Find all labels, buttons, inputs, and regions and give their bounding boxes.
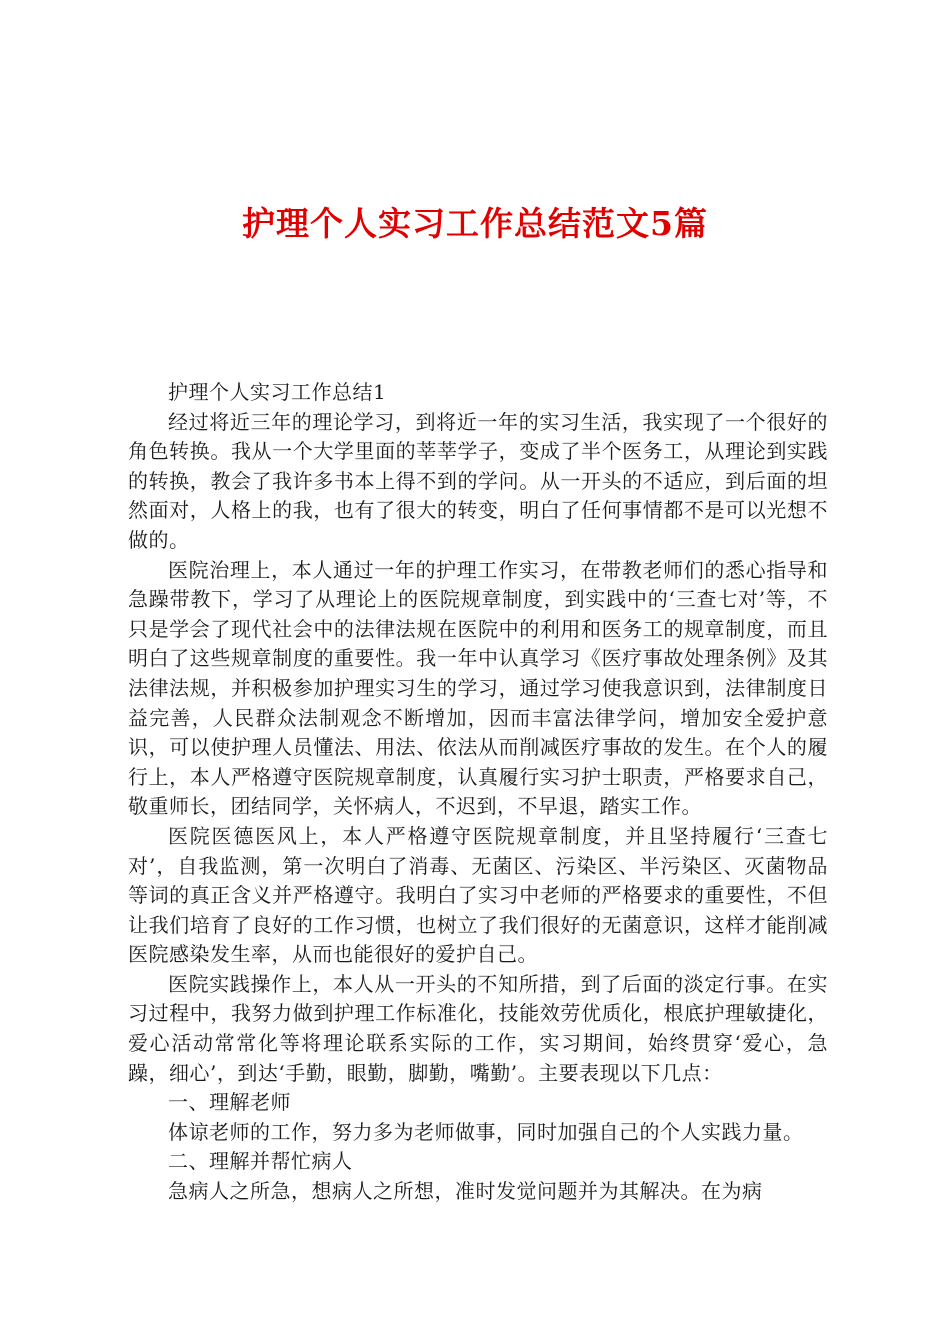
body-paragraph: 经过将近三年的理论学习，到将近一年的实习生活，我实现了一个很好的角色转换。我从一个大学里面的莘莘学子，变成了半个医务工，从理论到实践的转换，教会了我许多书本上得不到的学问。从一开头的不适应，到后面的坦然面对，人格上的我，也有了很大的转变，明白了任何事情都不是可以光想不做的。 xyxy=(128,409,828,552)
subsection-heading: 二、理解并帮忙病人 xyxy=(168,1149,353,1174)
subsection-heading: 一、理解老师 xyxy=(168,1090,291,1115)
section-heading: 护理个人实习工作总结1 xyxy=(168,380,387,404)
body-paragraph: 医院治理上，本人通过一年的护理工作实习，在带教老师们的悉心指导和急躁带教下，学习了从理论上的医院规章制度，到实践中的‘三查七对’等，不只是学会了现代社会中的法律法规在医院中的利用和医务工的规章制度，而且明白了这些规章制度的重要性。我一年中认真学习《医疗事故处理条例》及其法律法规，并积极参加护理实习生的学习，通过学习使我意识到，法律制度日益完善，人民群众法制观念不断增加，因而丰富法律学问，增加安全爱护意识，可以使护理人员懂法、用法、依法从而削减医疗事故的发生。在个人的履行上，本人严格遵守医院规章制度，认真履行实习护士职责，严格要求自己，敬重师长，团结同学，关怀病人，不迟到，不早退，踏实工作。 xyxy=(128,557,828,819)
document-title: 护理个人实习工作总结范文5篇 xyxy=(242,204,708,243)
body-paragraph: 医院实践操作上，本人从一开头的不知所措，到了后面的淡定行事。在实习过程中，我努力做到护理工作标准化，技能效劳优质化，根底护理敏捷化，爱心活动常常化等将理论联系实际的工作，实习期间，始终贯穿‘爱心，急躁，细心’，到达‘手勤，眼勤，脚勤，嘴勤’。主要表现以下几点： xyxy=(128,971,828,1085)
body-paragraph: 医院医德医风上，本人严格遵守医院规章制度，并且坚持履行‘三查七对’，自我监测，第一次明白了消毒、无菌区、污染区、半污染区、灭菌物品等词的真正含义并严格遵守。我明白了实习中老师的严格要求的重要性，不但让我们培育了良好的工作习惯，也树立了我们很好的无菌意识，这样才能削减医院感染发生率，从而也能很好的爱护自己。 xyxy=(128,823,828,967)
document-body xyxy=(128,378,828,1207)
body-paragraph: 急病人之所急，想病人之所想，准时发觉问题并为其解决。在为病 xyxy=(168,1179,763,1204)
body-paragraph: 体谅老师的工作，努力多为老师做事，同时加强自己的个人实践力量。 xyxy=(168,1119,804,1144)
